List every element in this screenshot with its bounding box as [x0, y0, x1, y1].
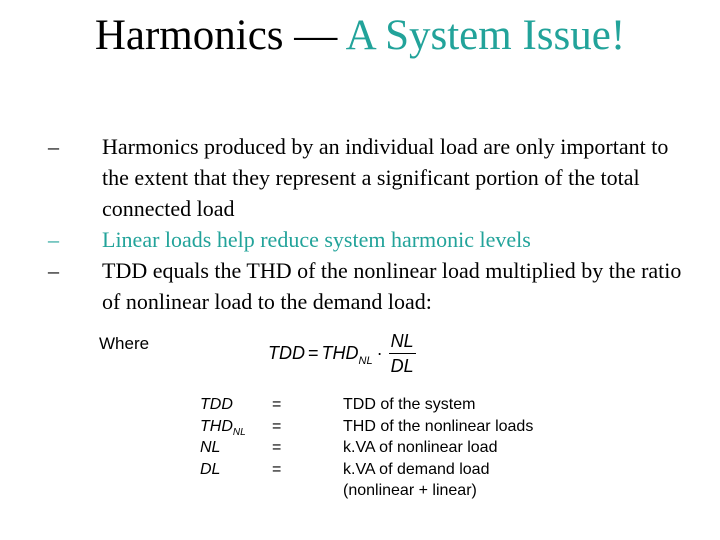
formula-denominator: DL — [390, 355, 414, 376]
formula-numerator: NL — [389, 331, 416, 354]
bullet-item — [48, 224, 688, 255]
definition-description: k.VA of nonlinear load — [343, 439, 498, 456]
definition-description: THD of the nonlinear loads — [343, 417, 534, 435]
definition-description: k.VA of demand load — [343, 460, 490, 478]
slide-title — [0, 10, 720, 62]
bullet-text: TDD equals the THD of the nonlinear load multiplied by the ratio of nonlinear load to the demand load: — [102, 258, 682, 314]
bullet-item — [48, 255, 688, 317]
title-accent: A System Issue! — [345, 12, 626, 59]
where-label: Where — [99, 334, 150, 353]
formula-fraction — [389, 331, 416, 376]
definition-description: TDD of the system — [343, 396, 476, 413]
formula-lhs: TDD — [268, 342, 305, 363]
symbol-text: NL — [200, 439, 221, 456]
definition-symbol — [200, 416, 246, 440]
definition-equals: = — [272, 417, 282, 435]
symbol-text: DL — [200, 460, 221, 478]
definition-symbol — [200, 394, 233, 418]
formula-equals: = — [308, 342, 319, 363]
bullet-dash: – — [48, 134, 59, 159]
bullet-dash: – — [48, 258, 59, 283]
bullet-text: Linear loads help reduce system harmonic levels — [102, 227, 531, 252]
symbol-text: THD — [200, 417, 233, 435]
symbol-text: TDD — [200, 396, 233, 413]
definition-equals: = — [272, 439, 282, 456]
definition-description: (nonlinear + linear) — [343, 482, 477, 499]
formula-dot: · — [376, 342, 383, 363]
definition-equals: = — [272, 396, 282, 413]
definition-symbol — [200, 459, 220, 483]
bullet-list — [48, 131, 688, 317]
bullet-text: Harmonics produced by an individual load are only important to the extent that they represent a significant portion of the total connected load — [102, 134, 669, 221]
bullet-item — [48, 131, 688, 224]
bullet-dash: – — [48, 227, 59, 252]
formula-thd-subscript: NL — [358, 355, 373, 367]
symbol-subscript: NL — [232, 426, 246, 438]
definition-symbol — [200, 437, 220, 461]
definition-equals: = — [272, 460, 282, 478]
formula-thd: THD — [321, 342, 359, 363]
tdd-formula — [268, 327, 416, 379]
title-main: Harmonics — — [94, 12, 346, 59]
